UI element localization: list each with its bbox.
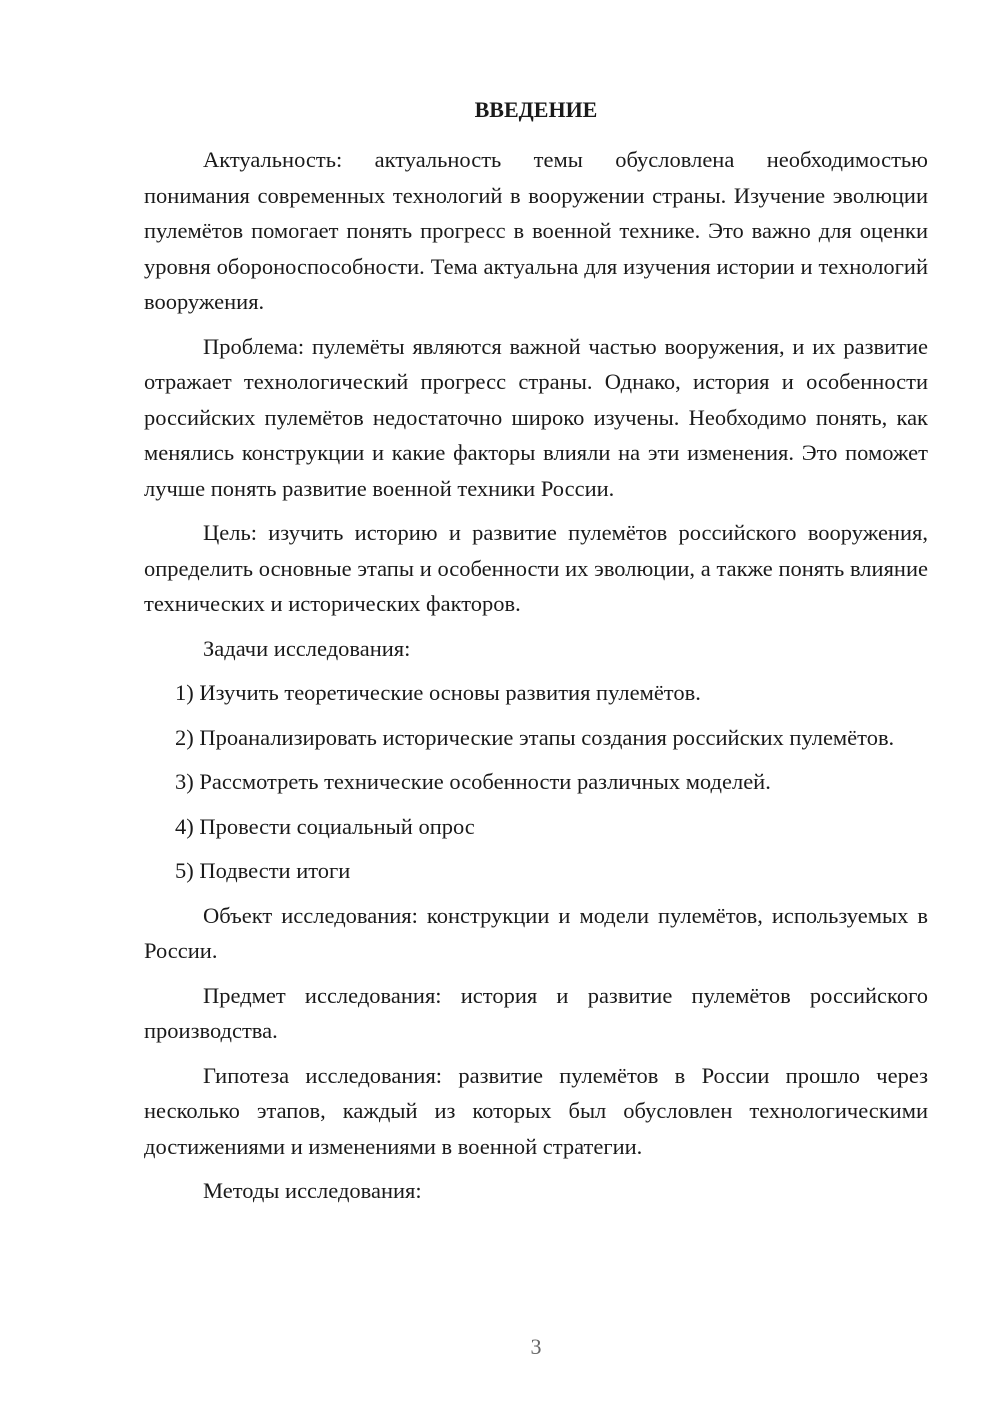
paragraph-object: Объект исследования: конструкции и модели пулемётов, используемых в России. bbox=[144, 902, 928, 963]
task-item-5: 5) Подвести итоги bbox=[175, 858, 351, 883]
paragraph-relevance: Актуальность: актуальность темы обусловлена необходимостью понимания современных технологий в вооружении страны. Изучение эволюции пулемётов помогает понять прогресс в военной технике. Это важно для оценки уровня обороноспособности. Тема актуальна для изучения истории и технологий вооружения. bbox=[144, 147, 928, 314]
page-number: 3 bbox=[530, 1334, 542, 1359]
document-page bbox=[144, 92, 928, 1218]
paragraph-methods: Методы исследования: bbox=[203, 1178, 422, 1203]
tasks-heading: Задачи исследования: bbox=[203, 635, 411, 661]
paragraph-subject: Предмет исследования: история и развитие пулемётов российского производства. bbox=[144, 982, 928, 1043]
task-item-3: 3) Рассмотреть технические особенности различных моделей. bbox=[175, 769, 771, 794]
paragraph-hypothesis: Гипотеза исследования: развитие пулемётов в России прошло через несколько этапов, каждый из которых был обусловлен технологическими достижениями и изменениями в военной стратегии. bbox=[144, 1062, 928, 1159]
section-title: ВВЕДЕНИЕ bbox=[474, 97, 598, 122]
paragraph-goal: Цель: изучить историю и развитие пулемётов российского вооружения, определить основные этапы и особенности их эволюции, а также понять влияние технических и исторических факторов. bbox=[144, 520, 928, 616]
task-item-1: 1) Изучить теоретические основы развития пулемётов. bbox=[175, 680, 701, 705]
task-item-4: 4) Провести социальный опрос bbox=[175, 813, 475, 839]
paragraph-problem: Проблема: пулемёты являются важной частью вооружения, и их развитие отражает технологический прогресс страны. Однако, история и особенности российских пулемётов недостаточно широко изучены. Необходимо понять, как менялись конструкции и какие факторы влияли на эти изменения. Это поможет лучше понять развитие военной техники России. bbox=[144, 333, 928, 501]
task-item-2: 2) Проанализировать исторические этапы создания российских пулемётов. bbox=[175, 724, 895, 750]
